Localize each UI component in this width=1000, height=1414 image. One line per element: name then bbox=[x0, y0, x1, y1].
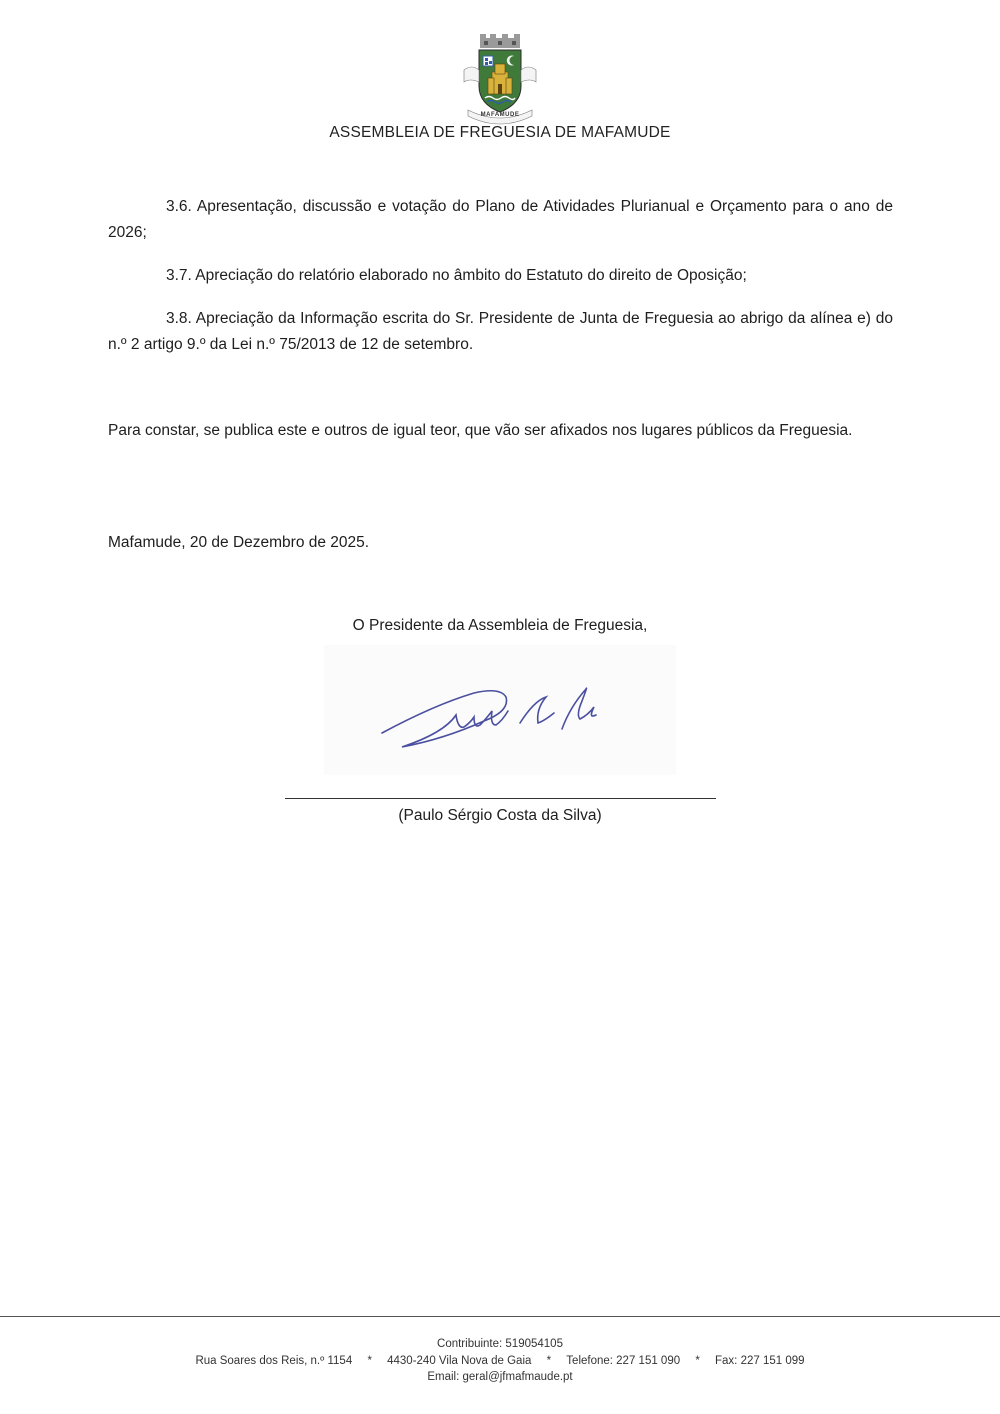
page-title: ASSEMBLEIA DE FREGUESIA DE MAFAMUDE bbox=[329, 124, 671, 141]
footer-fax: Fax: 227 151 099 bbox=[715, 1355, 805, 1367]
signature-image bbox=[324, 645, 676, 775]
footer-separator: * bbox=[367, 1355, 372, 1367]
footer-email: Email: geral@jfmafmaude.pt bbox=[427, 1371, 573, 1383]
agenda-item-3-6: 3.6. Apresentação, discussão e votação do Plano de Atividades Plurianual e Orçamento para o ano de 2026; bbox=[108, 198, 893, 241]
signature-line bbox=[285, 798, 716, 799]
handwritten-signature-icon bbox=[324, 645, 676, 775]
signatory-name: (Paulo Sérgio Costa da Silva) bbox=[398, 807, 602, 824]
footer-separator: * bbox=[546, 1355, 552, 1367]
footer-phone: Telefone: 227 151 090 bbox=[566, 1355, 681, 1367]
signature-role: O Presidente da Assembleia de Freguesia, bbox=[352, 617, 648, 634]
footer-postal: 4430-240 Vila Nova de Gaia bbox=[387, 1355, 532, 1367]
footer-divider bbox=[0, 1316, 1000, 1317]
footer-address: Rua Soares dos Reis, n.º 1154 bbox=[195, 1355, 353, 1367]
footer-contact-row bbox=[0, 1355, 1000, 1367]
closing-paragraph: Para constar, se publica este e outros de igual teor, que vão ser afixados nos lugares públicos da Freguesia. bbox=[108, 422, 853, 439]
crest-label: MAFAMUDE bbox=[480, 112, 520, 118]
agenda-item-3-7: 3.7. Apreciação do relatório elaborado no âmbito do Estatuto do direito de Oposição; bbox=[166, 267, 747, 284]
agenda-item-3-8: 3.8. Apreciação da Informação escrita do Sr. Presidente de Junta de Freguesia ao abrigo da alínea e) do n.º 2 artigo 9.º da Lei n.º 75/2013 de 12 de setembro. bbox=[108, 310, 893, 353]
footer-separator: * bbox=[695, 1355, 700, 1367]
place-date: Mafamude, 20 de Dezembro de 2025. bbox=[108, 534, 370, 551]
footer-tax-id: Contribuinte: 519054105 bbox=[437, 1338, 563, 1350]
